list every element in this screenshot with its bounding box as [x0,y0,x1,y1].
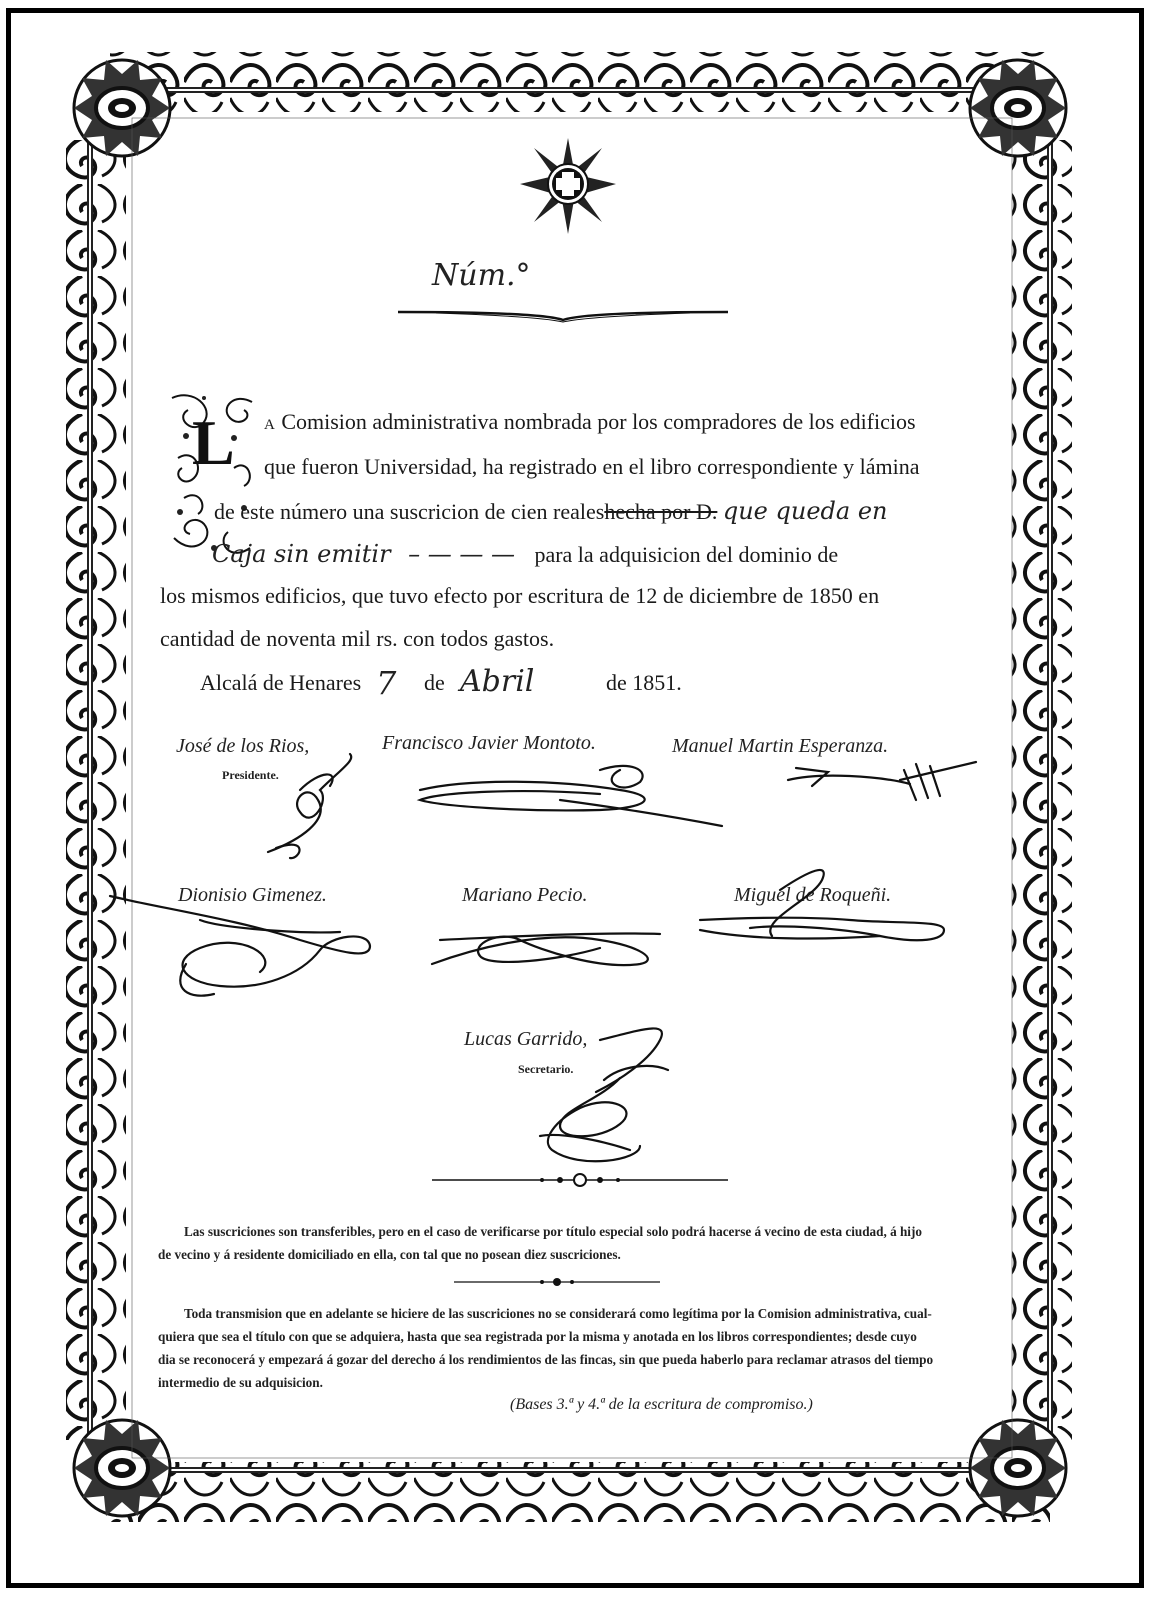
signatory-name-gimenez: Dionisio Gimenez. [178,884,327,906]
body-line-3-printed: de este número una suscricion de cien reales [214,499,605,524]
note-2-line-1: Toda transmision que en adelante se hiciere de las suscriciones no se considerará como legítima por la Comision administrativa, cual- [184,1306,932,1321]
note-2-line-4: intermedio de su adquisicion. [158,1375,323,1390]
secretary-title: Secretario. [518,1062,574,1076]
struck-text: hecha por D. [604,499,718,524]
signatory-name-esperanza: Manuel Martin Esperanza. [672,735,889,757]
note-divider [452,1276,662,1288]
note-1-line-2: de vecino y á residente domiciliado en ella, con tal que no posean diez suscriciones. [158,1247,621,1262]
signatory-name-roqueni: Miguel de Roqueñi. [734,884,892,906]
note-2-line-2: quiera que sea el título con que se adquiera, hasta que sea registrada por la misma y anotada en los libros correspondientes; desde cuyo [158,1329,917,1344]
signatory-name-pecio: Mariano Pecio. [462,884,588,906]
signatory-title-presidente: Presidente. [222,768,279,782]
date-place: Alcalá de Henares [200,670,362,695]
initial-letter: L [192,407,235,478]
handwritten-fill-1: que queda en [722,497,888,525]
citation: (Bases 3.ª y 4.ª de la escritura de compromiso.) [510,1396,813,1413]
handwritten-fill-2: Caja sin emitir [212,540,391,568]
body-line-5: los mismos edificios, que tuvo efecto por escritura de 12 de diciembre de 1850 en [160,583,880,608]
secretary-name: Lucas Garrido, [464,1028,588,1050]
date-year: de 1851. [606,670,682,695]
body-line-4-printed: para la adquisicion del dominio de [534,542,839,567]
date-day: 7 [376,664,397,702]
date-month: Abril [460,664,535,699]
signatory-name-montoto: Francisco Javier Montoto. [382,732,596,754]
signatory-name-rios: José de los Rios, [176,735,310,757]
body-line-2: que fueron Universidad, ha registrado en el libro correspondiente y lámina [264,454,920,479]
body-line-1: A Comision administrativa nombrada por los compradores de los edificios [264,409,916,434]
date-de: de [424,670,445,695]
body-line-6: cantidad de noventa mil rs. con todos gastos. [160,626,555,651]
note-1-line-1: Las suscriciones son transferibles, pero en el caso de verificarse por título especial solo podrá hacerse á vecino de esta ciudad, á hijo [184,1224,922,1239]
ornament-rule [430,1172,730,1188]
numero-label: Núm.° [432,258,531,293]
handwritten-dashes: – — — — [408,540,515,568]
note-2-line-3: dia se reconocerá y empezará á gozar del derecho á los rendimientos de las fincas, sin que pueda haberlo para reclamar atrasos del tiempo [158,1352,934,1367]
